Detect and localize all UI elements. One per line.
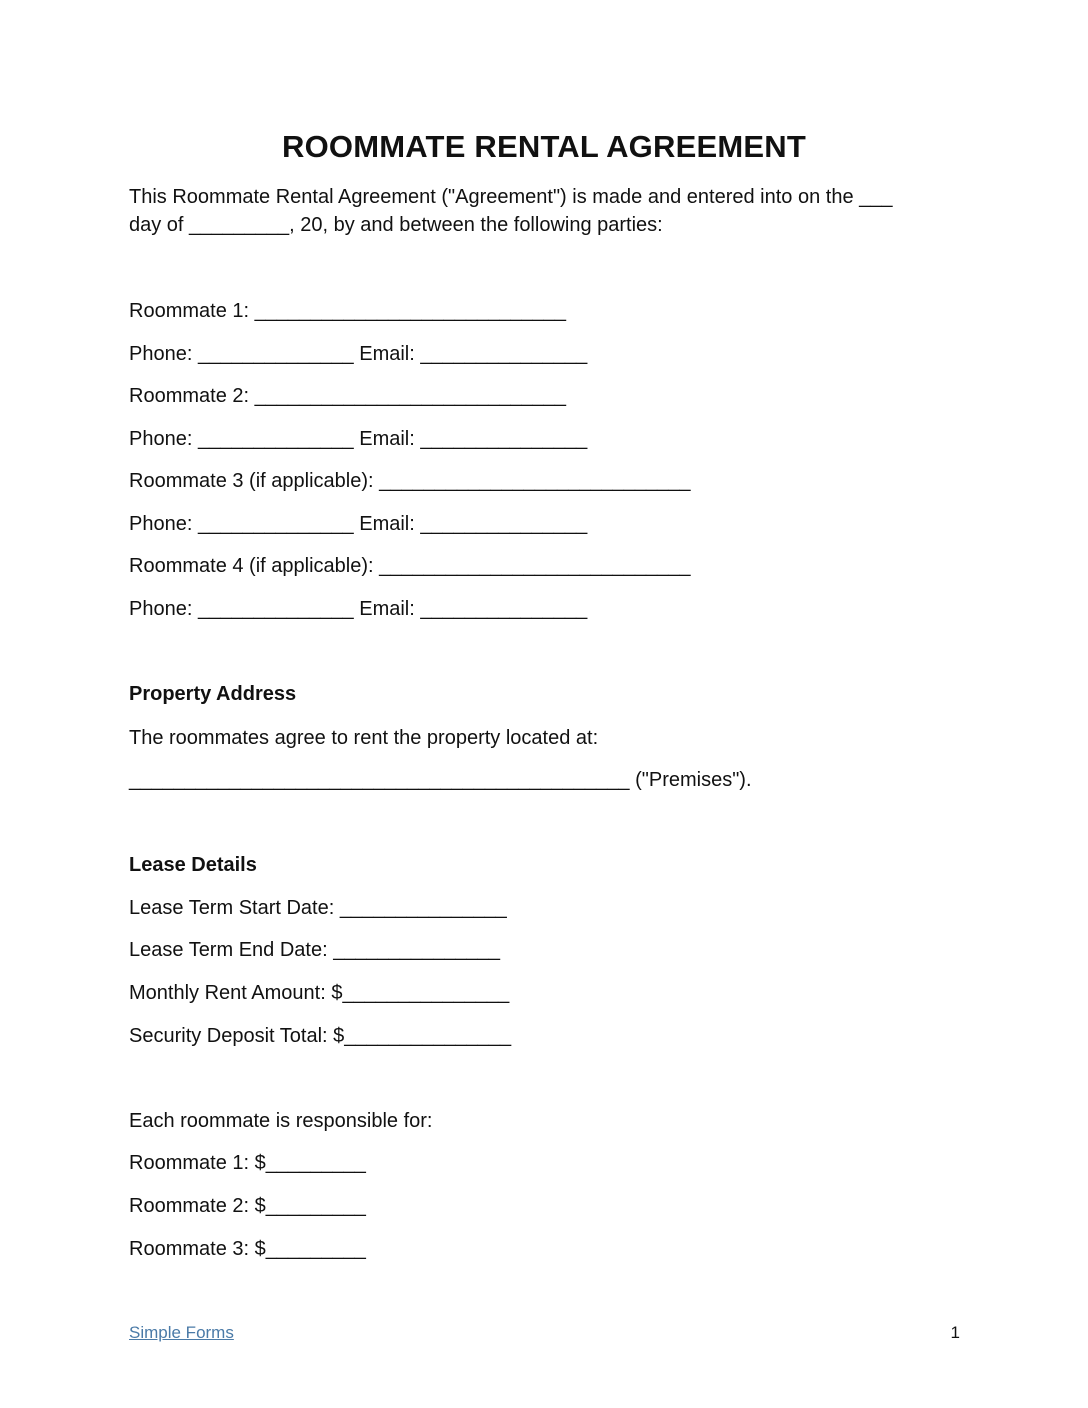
premises-line: _____________________________________________ ("Premises").	[129, 769, 752, 791]
intro-line-2: day of _________, 20, by and between the following parties:	[129, 214, 663, 236]
roommate-2-name-line: Roommate 2: ____________________________	[129, 385, 567, 407]
property-address-heading: Property Address	[129, 683, 297, 705]
roommate-3-contact-line: Phone: ______________ Email: _______________	[129, 513, 588, 535]
page-number: 1	[950, 1323, 960, 1342]
responsibility-roommate-3: Roommate 3: $_________	[129, 1238, 366, 1260]
monthly-rent-line: Monthly Rent Amount: $_______________	[129, 982, 510, 1004]
roommate-2-contact-line: Phone: ______________ Email: _______________	[129, 428, 588, 450]
responsibility-intro: Each roommate is responsible for:	[129, 1110, 433, 1132]
lease-start-date-line: Lease Term Start Date: _______________	[129, 897, 507, 919]
roommate-1-contact-line: Phone: ______________ Email: _______________	[129, 343, 588, 365]
roommate-3-name-line: Roommate 3 (if applicable): ____________________________	[129, 470, 691, 492]
intro-line-1: This Roommate Rental Agreement ("Agreement") is made and entered into on the ___	[129, 186, 893, 208]
responsibility-roommate-1: Roommate 1: $_________	[129, 1152, 366, 1174]
roommate-4-name-line: Roommate 4 (if applicable): ____________________________	[129, 555, 691, 577]
lease-end-date-line: Lease Term End Date: _______________	[129, 939, 501, 961]
simple-forms-link[interactable]: Simple Forms	[129, 1323, 234, 1342]
lease-details-heading: Lease Details	[129, 854, 257, 876]
security-deposit-line: Security Deposit Total: $_______________	[129, 1025, 512, 1047]
property-address-text: The roommates agree to rent the property located at:	[129, 727, 599, 749]
roommate-1-name-line: Roommate 1: ____________________________	[129, 300, 567, 322]
responsibility-roommate-2: Roommate 2: $_________	[129, 1195, 366, 1217]
document-title: ROOMMATE RENTAL AGREEMENT	[282, 129, 806, 164]
roommate-4-contact-line: Phone: ______________ Email: _______________	[129, 598, 588, 620]
